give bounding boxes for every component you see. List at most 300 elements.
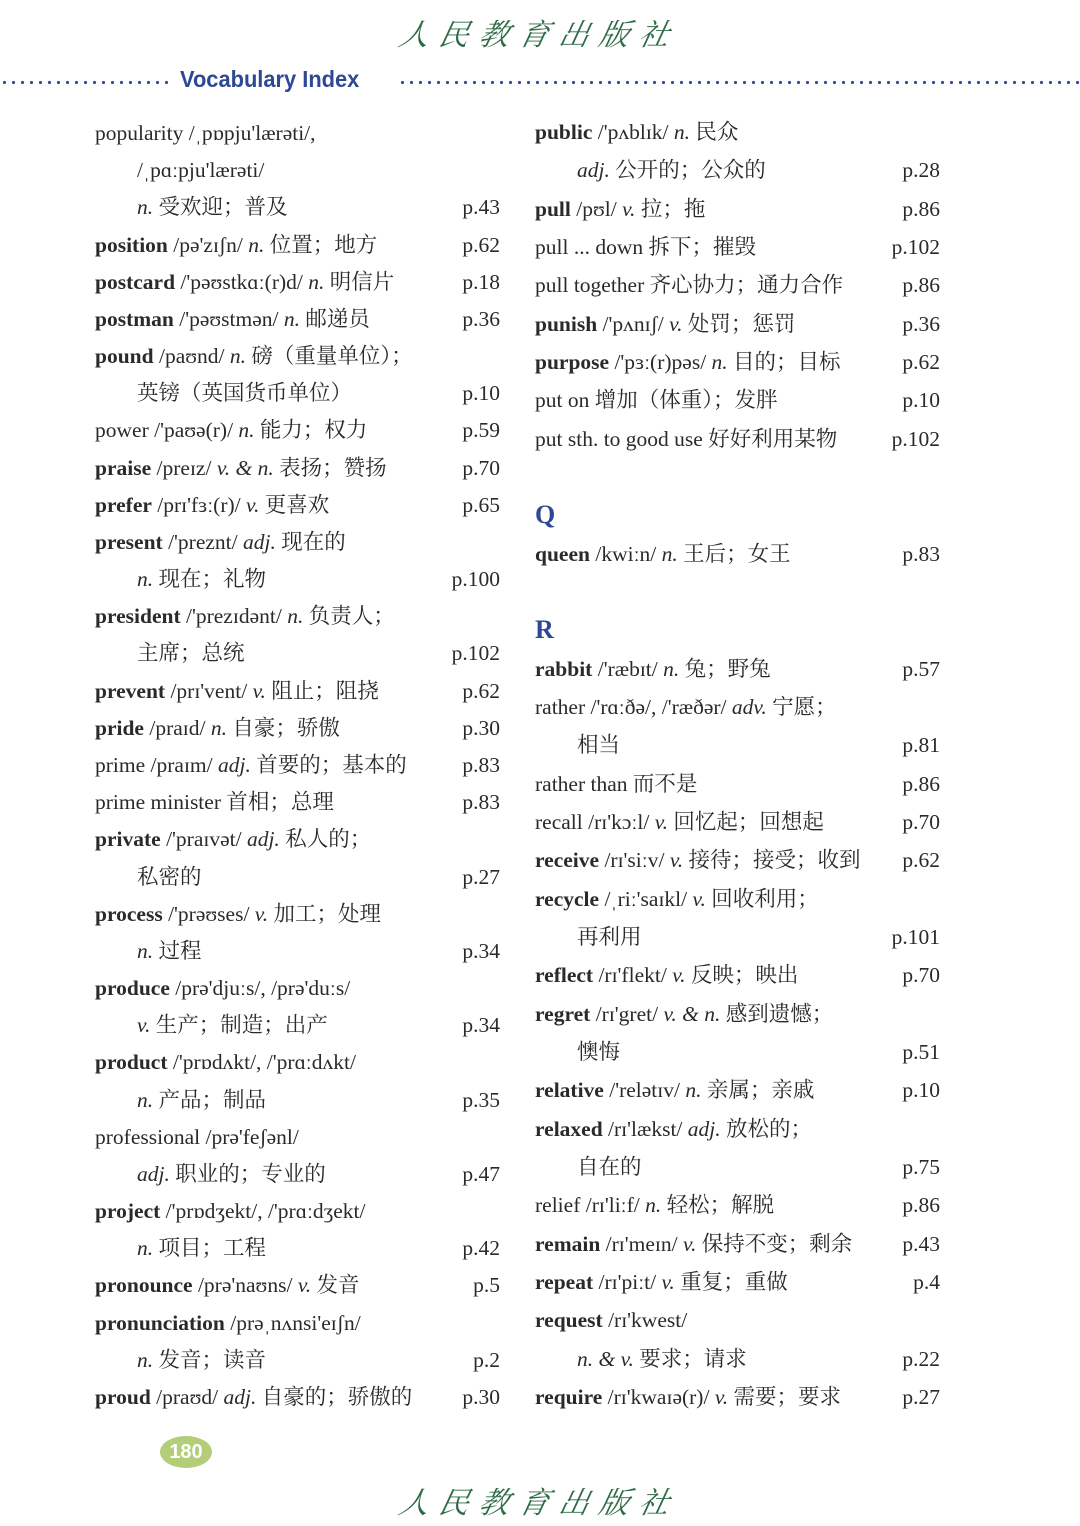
phonetic: /rɪ'gret/ bbox=[595, 1001, 659, 1026]
page-reference: p.83 bbox=[902, 541, 940, 566]
headword: repeat bbox=[535, 1270, 594, 1294]
vocab-entry-line bbox=[95, 562, 500, 596]
vocab-entry-line bbox=[535, 1150, 940, 1184]
headword: rather bbox=[535, 695, 586, 719]
definition: 民众 bbox=[695, 120, 739, 144]
vocab-entry-line bbox=[535, 115, 940, 149]
part-of-speech: n. bbox=[137, 1347, 154, 1372]
entry-text bbox=[535, 1193, 774, 1217]
headword: power bbox=[95, 418, 149, 443]
page-reference: p.102 bbox=[891, 235, 940, 259]
headword: prime minister bbox=[95, 790, 221, 815]
entry-text bbox=[535, 810, 824, 834]
vocab-entry-line bbox=[95, 748, 500, 782]
headword: rabbit bbox=[535, 656, 593, 681]
definition: 主席；总统 bbox=[137, 641, 245, 666]
dotted-rule bbox=[398, 80, 1080, 85]
vocab-entry-line bbox=[95, 971, 500, 1005]
phonetic: /prə'djuːs/, /prə'duːs/ bbox=[175, 976, 351, 1001]
definition: 回忆起；回想起 bbox=[673, 810, 824, 834]
page-reference: p.10 bbox=[462, 381, 500, 406]
vocab-entry-line bbox=[535, 1265, 940, 1299]
definition: 目的；目标 bbox=[733, 350, 841, 374]
headword: purpose bbox=[535, 350, 610, 374]
phonetic: /prə'feʃənl/ bbox=[205, 1124, 299, 1149]
phonetic: /pə'zɪʃn/ bbox=[173, 232, 243, 257]
vocab-entry-line bbox=[95, 860, 500, 894]
vocab-entry-line bbox=[535, 1227, 940, 1261]
headword: president bbox=[95, 604, 181, 629]
part-of-speech: adj. bbox=[246, 827, 280, 852]
page-reference: p.65 bbox=[462, 492, 500, 517]
vocab-entry-line bbox=[95, 413, 500, 447]
headword: require bbox=[535, 1385, 603, 1409]
page-reference: p.34 bbox=[462, 1013, 500, 1038]
phonetic: /'prəʊses/ bbox=[168, 901, 250, 926]
definition: 再利用 bbox=[577, 925, 642, 949]
page-reference: p.83 bbox=[462, 790, 500, 815]
phonetic: /prəˌnʌnsi'eɪʃn/ bbox=[230, 1310, 361, 1335]
headword: present bbox=[95, 529, 163, 554]
entry-text bbox=[95, 976, 350, 1000]
vocab-entry-line bbox=[535, 690, 940, 724]
part-of-speech: v. bbox=[297, 1273, 312, 1298]
section-header bbox=[0, 66, 1080, 98]
vocab-entry-line bbox=[535, 307, 940, 341]
headword: remain bbox=[535, 1231, 601, 1256]
definition: 自豪；骄傲 bbox=[232, 715, 340, 740]
part-of-speech: v. bbox=[692, 886, 706, 911]
definition: 表扬；赞扬 bbox=[279, 455, 387, 480]
entry-text bbox=[95, 1348, 266, 1372]
vocab-entry-line bbox=[95, 265, 500, 299]
vocab-entry-line bbox=[95, 228, 500, 262]
page-reference: p.102 bbox=[451, 641, 500, 666]
definition: 阻止；阻挠 bbox=[271, 678, 379, 703]
vocab-entry-line bbox=[535, 728, 940, 762]
headword: process bbox=[95, 901, 163, 926]
page-reference: p.86 bbox=[902, 1193, 940, 1218]
headword: recall bbox=[535, 810, 583, 834]
page-reference: p.59 bbox=[462, 418, 500, 443]
definition: 位置；地方 bbox=[269, 232, 378, 257]
page-reference: p.62 bbox=[462, 232, 500, 257]
vocab-entry-line bbox=[535, 805, 940, 839]
vocab-entry-line bbox=[535, 958, 940, 992]
entry-text bbox=[535, 1117, 812, 1141]
definition: 生产；制造；出产 bbox=[155, 1013, 328, 1038]
definition: 邮递员 bbox=[305, 306, 370, 331]
vocab-entry-line bbox=[95, 302, 500, 336]
headword: postman bbox=[95, 306, 174, 331]
entry-text bbox=[535, 695, 837, 719]
phonetic: /'pʌblɪk/ bbox=[597, 120, 669, 144]
definition: 回收利用； bbox=[711, 886, 819, 911]
entry-text bbox=[535, 657, 771, 681]
phonetic: /ˌpɒpju'lærəti/, bbox=[188, 121, 316, 145]
page-reference: p.2 bbox=[473, 1347, 500, 1372]
vocab-entry-line bbox=[535, 767, 940, 801]
entry-text bbox=[95, 1273, 360, 1297]
headword: reflect bbox=[535, 963, 594, 988]
vocab-entry-line bbox=[535, 920, 940, 954]
part-of-speech: adv. bbox=[731, 695, 767, 719]
part-of-speech: n. bbox=[137, 195, 154, 220]
part-of-speech: n. bbox=[663, 656, 680, 681]
page-reference: p.4 bbox=[913, 1270, 940, 1294]
phonetic: /'prɒdʒekt/, /'prɑːdʒekt/ bbox=[165, 1199, 366, 1224]
entry-text bbox=[95, 1088, 266, 1112]
entry-text bbox=[95, 493, 329, 517]
page-reference: p.57 bbox=[902, 656, 940, 681]
vocab-entry-line bbox=[535, 997, 940, 1031]
vocab-entry-line bbox=[95, 116, 500, 150]
vocab-entry-line bbox=[95, 711, 500, 745]
headword: pull ... down bbox=[535, 235, 644, 259]
phonetic: /prɪ'vent/ bbox=[170, 678, 248, 703]
phonetic: /'relətɪv/ bbox=[609, 1078, 680, 1103]
entry-text bbox=[535, 1002, 833, 1026]
entry-text bbox=[535, 1232, 852, 1256]
vocab-entry-line bbox=[535, 230, 940, 264]
headword: relative bbox=[535, 1078, 604, 1103]
vocab-entry-line bbox=[95, 1231, 500, 1265]
page-reference: p.10 bbox=[902, 388, 940, 413]
entry-text bbox=[95, 121, 316, 145]
section-letter-heading: Q bbox=[535, 500, 556, 530]
phonetic: /'pɜː(r)pəs/ bbox=[614, 350, 707, 374]
part-of-speech: v. bbox=[714, 1385, 729, 1409]
definition: 好好利用某物 bbox=[708, 426, 838, 451]
vocab-entry-line bbox=[95, 1157, 500, 1191]
entry-text bbox=[535, 1270, 788, 1294]
page-reference: p.42 bbox=[462, 1236, 500, 1261]
entry-text bbox=[95, 1050, 356, 1074]
part-of-speech: adj. bbox=[242, 529, 276, 554]
entry-text bbox=[535, 1078, 814, 1102]
page-reference: p.86 bbox=[902, 771, 940, 796]
phonetic: /ˌriː'saɪkl/ bbox=[604, 886, 688, 911]
page-reference: p.62 bbox=[902, 350, 940, 374]
page-reference: p.62 bbox=[462, 678, 500, 703]
definition: 需要；要求 bbox=[733, 1385, 842, 1409]
part-of-speech: v. & n. bbox=[216, 455, 274, 480]
vocab-entry-line bbox=[535, 268, 940, 302]
entry-text bbox=[95, 307, 370, 331]
phonetic: /rɪ'kwaɪə(r)/ bbox=[607, 1385, 710, 1409]
entry-text bbox=[95, 1199, 365, 1223]
definition: 私密的 bbox=[137, 864, 202, 889]
phonetic: /paʊnd/ bbox=[158, 344, 225, 369]
phonetic: /pʊl/ bbox=[576, 196, 617, 221]
definition: 自豪的；骄傲的 bbox=[261, 1385, 413, 1409]
definition: 自在的 bbox=[577, 1155, 642, 1179]
phonetic: /praɪm/ bbox=[150, 753, 213, 777]
phonetic: /'rɑːðə/, /'ræðər/ bbox=[590, 695, 727, 719]
page-reference: p.36 bbox=[462, 306, 500, 331]
entry-text bbox=[95, 567, 266, 591]
entry-text bbox=[95, 716, 340, 740]
definition: 发音；读音 bbox=[158, 1347, 267, 1372]
vocab-entry-line bbox=[95, 1045, 500, 1079]
headword: pound bbox=[95, 344, 154, 369]
page-reference: p.28 bbox=[902, 158, 940, 183]
entry-text bbox=[535, 925, 642, 949]
headword: praise bbox=[95, 455, 152, 480]
headword: prevent bbox=[95, 678, 166, 703]
headword: recycle bbox=[535, 886, 600, 911]
headword: rather than bbox=[535, 771, 628, 796]
page-reference: p.70 bbox=[462, 455, 500, 480]
vocab-entry-line bbox=[95, 1268, 500, 1302]
entry-text bbox=[535, 772, 697, 796]
page-reference: p.30 bbox=[462, 715, 500, 740]
vocab-entry-line bbox=[535, 383, 940, 417]
vocab-entry-line bbox=[95, 1008, 500, 1042]
entry-text bbox=[535, 1040, 620, 1064]
headword: private bbox=[95, 827, 161, 852]
entry-text bbox=[535, 848, 861, 872]
entry-text bbox=[95, 641, 245, 665]
entry-text bbox=[535, 312, 795, 336]
part-of-speech: n. bbox=[645, 1193, 662, 1218]
page-reference: p.100 bbox=[451, 567, 500, 592]
entry-text bbox=[535, 733, 620, 757]
vocab-entry-line bbox=[535, 843, 940, 877]
headword: regret bbox=[535, 1001, 591, 1026]
part-of-speech: v. & n. bbox=[663, 1001, 721, 1026]
page-reference: p.51 bbox=[902, 1040, 940, 1064]
vocab-entry-line bbox=[95, 153, 500, 187]
definition: 要求；请求 bbox=[639, 1346, 747, 1371]
vocab-entry-line bbox=[95, 822, 500, 856]
vocab-entry-line bbox=[95, 1380, 500, 1414]
entry-text bbox=[95, 865, 202, 889]
definition: 相当 bbox=[577, 733, 621, 758]
definition: 拆下；摧毁 bbox=[648, 235, 756, 259]
definition: 项目；工程 bbox=[158, 1236, 267, 1261]
headword: put on bbox=[535, 388, 590, 413]
part-of-speech: v. bbox=[252, 678, 266, 703]
phonetic: /rɪ'liːf/ bbox=[585, 1193, 640, 1218]
definition: 产品；制品 bbox=[158, 1087, 267, 1112]
page-reference: p.43 bbox=[902, 1231, 940, 1256]
headword: pronunciation bbox=[95, 1310, 225, 1335]
phonetic: /rɪ'lækst/ bbox=[608, 1116, 683, 1141]
part-of-speech: v. bbox=[669, 848, 684, 873]
part-of-speech: n. bbox=[248, 232, 265, 257]
dotted-rule bbox=[0, 80, 172, 85]
entry-text bbox=[535, 120, 738, 144]
vocab-entry-line bbox=[95, 599, 500, 633]
definition: 齐心协力；通力合作 bbox=[649, 273, 844, 298]
definition: 首要的；基本的 bbox=[256, 753, 407, 777]
vocab-entry-line bbox=[535, 652, 940, 686]
vocab-entry-line bbox=[95, 488, 500, 522]
headword: produce bbox=[95, 976, 170, 1001]
entry-text bbox=[535, 1308, 687, 1332]
vocab-entry-line bbox=[535, 1303, 940, 1337]
entry-text bbox=[95, 381, 352, 405]
part-of-speech: n. bbox=[711, 350, 728, 374]
part-of-speech: v. bbox=[137, 1013, 151, 1038]
phonetic: /'pʌnɪʃ/ bbox=[602, 311, 664, 336]
part-of-speech: n. bbox=[238, 418, 255, 443]
definition: 接待；接受；收到 bbox=[688, 848, 861, 873]
entry-text bbox=[95, 679, 379, 703]
page-reference: p.22 bbox=[902, 1346, 940, 1371]
entry-text bbox=[95, 195, 288, 219]
definition: 英镑（英国货币单位） bbox=[137, 381, 353, 406]
page-reference: p.101 bbox=[891, 925, 940, 949]
phonetic: /'prezɪdənt/ bbox=[186, 604, 282, 629]
vocab-entry-line bbox=[535, 882, 940, 916]
part-of-speech: adj. bbox=[687, 1116, 721, 1141]
definition: 拉；拖 bbox=[640, 196, 706, 221]
entry-text bbox=[535, 963, 798, 987]
phonetic: /'paʊə(r)/ bbox=[154, 418, 234, 443]
page-reference: p.27 bbox=[902, 1385, 940, 1409]
phonetic: /prɪ'fɜː(r)/ bbox=[157, 492, 241, 517]
headword: product bbox=[95, 1050, 168, 1075]
part-of-speech: n. bbox=[661, 541, 678, 566]
phonetic: /rɪ'kwest/ bbox=[608, 1308, 688, 1333]
definition: 兔；野兔 bbox=[684, 656, 771, 681]
entry-text bbox=[95, 270, 394, 294]
vocab-entry-line bbox=[535, 345, 940, 379]
part-of-speech: n. bbox=[137, 1087, 154, 1112]
page-reference: p.18 bbox=[462, 269, 500, 294]
phonetic: /rɪ'siːv/ bbox=[604, 848, 665, 873]
part-of-speech: n. bbox=[137, 1236, 154, 1261]
phonetic: /rɪ'kɔːl/ bbox=[588, 810, 650, 834]
vocab-entry-line bbox=[535, 1112, 940, 1146]
entry-text bbox=[95, 1236, 266, 1260]
part-of-speech: n. bbox=[137, 567, 154, 592]
page-reference: p.102 bbox=[891, 426, 940, 451]
vocab-entry-line bbox=[95, 1343, 500, 1377]
headword: put sth. to good use bbox=[535, 426, 703, 451]
page-reference: p.10 bbox=[902, 1078, 940, 1103]
headword: queen bbox=[535, 541, 590, 566]
page-reference: p.34 bbox=[462, 938, 500, 963]
headword: public bbox=[535, 120, 593, 144]
definition: 宁愿； bbox=[772, 695, 837, 719]
entry-text bbox=[95, 1311, 361, 1335]
vocab-entry-line bbox=[95, 1083, 500, 1117]
entry-text bbox=[95, 344, 413, 368]
entry-text bbox=[95, 530, 346, 554]
entry-text bbox=[535, 273, 843, 297]
entry-text bbox=[95, 753, 407, 777]
page-number-badge: 180 bbox=[160, 1436, 212, 1468]
phonetic: /ˌpɑːpju'lærəti/ bbox=[137, 158, 265, 183]
definition: 反映；映出 bbox=[690, 963, 799, 988]
page-reference: p.83 bbox=[462, 753, 500, 777]
vocab-entry-line bbox=[535, 1188, 940, 1222]
phonetic: /rɪ'flekt/ bbox=[598, 963, 667, 988]
part-of-speech: adj. bbox=[218, 753, 251, 777]
page-reference: p.5 bbox=[473, 1273, 500, 1298]
headword: request bbox=[535, 1308, 603, 1333]
vocab-entry-line bbox=[535, 1035, 940, 1069]
page-reference: p.70 bbox=[902, 810, 940, 834]
entry-text bbox=[95, 158, 264, 182]
vocab-entry-line bbox=[535, 192, 940, 226]
headword: receive bbox=[535, 848, 600, 873]
entry-text bbox=[535, 350, 841, 374]
page-reference: p.27 bbox=[462, 864, 500, 889]
part-of-speech: adj. bbox=[577, 158, 610, 183]
headword: postcard bbox=[95, 269, 176, 294]
part-of-speech: v. bbox=[683, 1231, 697, 1256]
phonetic: /kwiːn/ bbox=[595, 541, 657, 566]
vocab-entry-line bbox=[95, 674, 500, 708]
section-letter-heading: R bbox=[535, 615, 554, 645]
entry-text bbox=[535, 1155, 642, 1179]
definition: 现在；礼物 bbox=[158, 567, 267, 592]
page-reference: p.35 bbox=[462, 1087, 500, 1112]
headword: popularity bbox=[95, 121, 184, 145]
page-reference: p.75 bbox=[902, 1155, 940, 1179]
definition: 轻松；解脱 bbox=[666, 1193, 775, 1218]
part-of-speech: v. bbox=[622, 196, 636, 221]
part-of-speech: n. bbox=[137, 938, 154, 963]
definition: 磅（重量单位）； bbox=[251, 344, 413, 369]
definition: 而不是 bbox=[632, 771, 698, 796]
entry-text bbox=[95, 456, 387, 480]
vocab-entry-line bbox=[535, 153, 940, 187]
phonetic: /'prɒdʌkt/, /'prɑːdʌkt/ bbox=[172, 1050, 356, 1075]
vocab-entry-line bbox=[95, 525, 500, 559]
vocab-entry-line bbox=[535, 422, 940, 456]
page-reference: p.81 bbox=[902, 733, 940, 758]
part-of-speech: v. bbox=[254, 901, 269, 926]
phonetic: /preɪz/ bbox=[156, 455, 212, 480]
page-reference: p.86 bbox=[902, 273, 940, 298]
page-reference: p.43 bbox=[462, 195, 500, 220]
definition: 懊悔 bbox=[577, 1040, 621, 1064]
vocab-entry-line bbox=[535, 1073, 940, 1107]
part-of-speech: n. bbox=[210, 715, 227, 740]
part-of-speech: adj. bbox=[137, 1161, 170, 1186]
part-of-speech: n. bbox=[308, 269, 325, 294]
part-of-speech: n. & v. bbox=[577, 1346, 634, 1371]
definition: 发音 bbox=[316, 1273, 360, 1298]
vocab-entry-line bbox=[95, 1306, 500, 1340]
phonetic: /'preznt/ bbox=[168, 529, 238, 554]
entry-text bbox=[95, 827, 371, 851]
publisher-logo-footer: 人民教育出版社 bbox=[395, 1486, 683, 1521]
headword: prime bbox=[95, 753, 146, 777]
page-reference: p.36 bbox=[902, 311, 940, 336]
page-reference: p.62 bbox=[902, 848, 940, 873]
part-of-speech: v. bbox=[672, 963, 686, 988]
headword: professional bbox=[95, 1124, 201, 1149]
definition: 重复；重做 bbox=[680, 1270, 788, 1294]
definition: 首相；总理 bbox=[226, 790, 334, 815]
entry-text bbox=[535, 542, 791, 566]
headword: proud bbox=[95, 1385, 151, 1409]
headword: pull bbox=[535, 196, 571, 221]
vocab-entry-line bbox=[95, 785, 500, 819]
part-of-speech: n. bbox=[229, 344, 247, 369]
entry-text bbox=[535, 197, 705, 221]
entry-text bbox=[95, 604, 395, 628]
definition: 公开的；公众的 bbox=[615, 158, 766, 183]
part-of-speech: v. bbox=[654, 810, 669, 834]
definition: 加工；处理 bbox=[273, 901, 382, 926]
